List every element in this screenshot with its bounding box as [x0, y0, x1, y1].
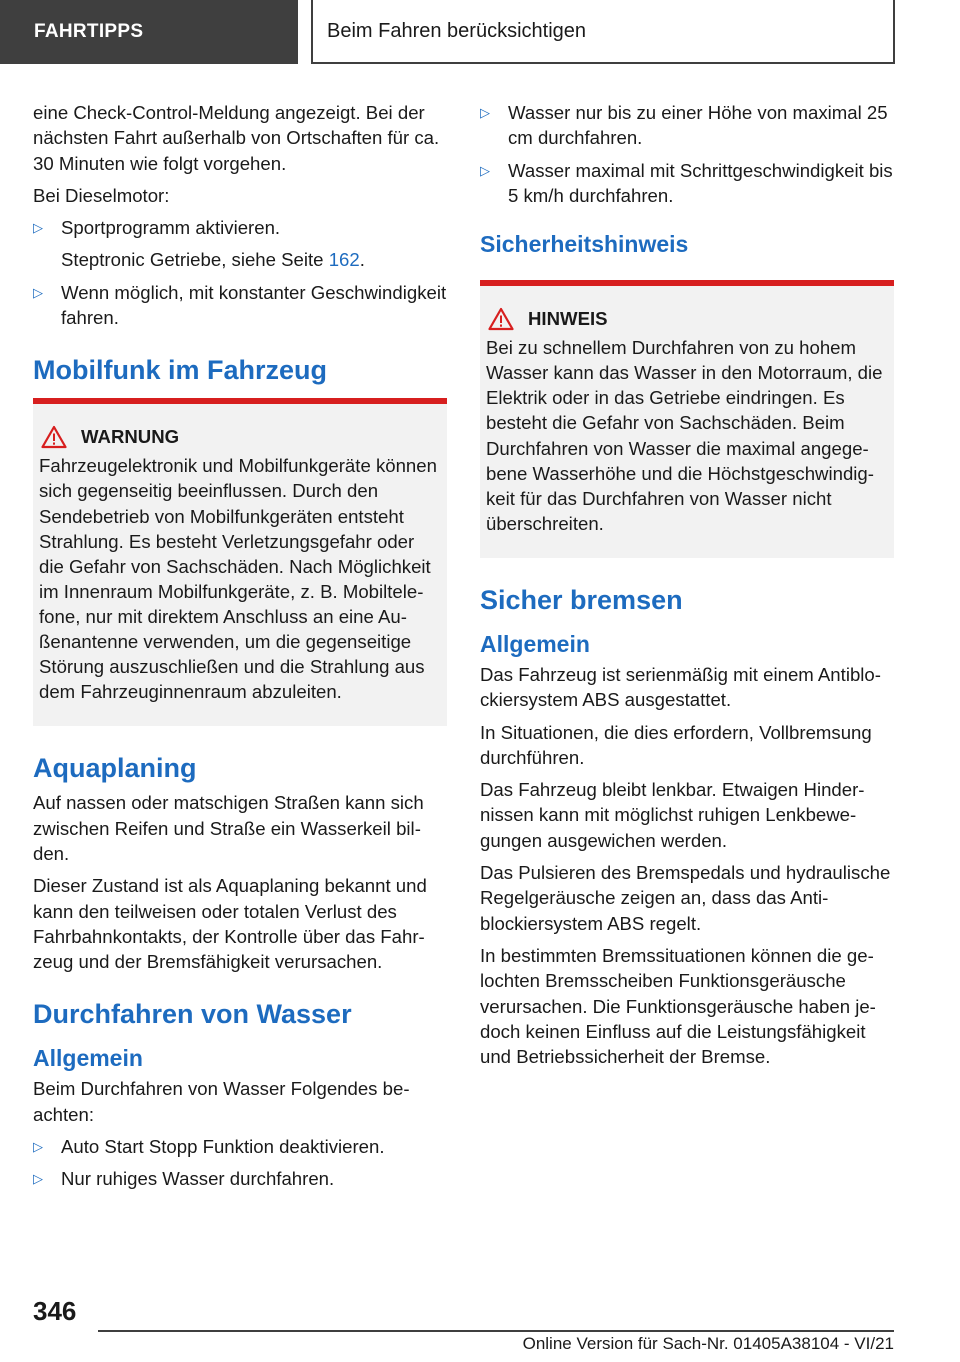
hint-text: Bei zu schnellem Durchfahren von zu hohem Wasser kann das Wasser in den Motorraum, die Elektrik oder in das Getriebe eindringen. Es besteht die Gefahr von Sachschäden. Beim Durchfahren von Wasser die maximal angegebene Wasserhöhe und die Höchstgeschwindigkeit für das Durchfahren von Wasser nicht überschreiten. — [486, 337, 883, 534]
diesel-label: Bei Dieselmotor: — [33, 184, 170, 206]
triangle-bullet-icon: ▷ — [33, 220, 43, 236]
hint-label: HINWEIS — [528, 308, 608, 330]
diesel-list-2 — [33, 280, 447, 331]
triangle-bullet-icon: ▷ — [480, 162, 490, 178]
footer-divider — [98, 1330, 894, 1332]
intro-paragraph: eine Check-Control-Meldung angezeigt. Bei der nächsten Fahrt außerhalb von Ortschaften für ca. 30 Minuten wie folgt vorgehen. — [33, 102, 440, 174]
warning-triangle-icon — [488, 307, 528, 331]
water-list-continued — [480, 100, 894, 208]
warning-box — [33, 398, 447, 726]
list-item: ▷ Wasser maximal mit Schrittgeschwindigkeit bis 5 km/h durchfahren. — [480, 159, 893, 206]
triangle-bullet-icon: ▷ — [33, 1138, 43, 1154]
triangle-bullet-icon: ▷ — [33, 1171, 43, 1187]
warning-label: WARNUNG — [81, 426, 180, 448]
water-list — [33, 1134, 447, 1192]
right-column — [480, 100, 894, 1076]
triangle-bullet-icon: ▷ — [480, 105, 490, 120]
list-item: ▷ Wasser nur bis zu einer Höhe von maximal 25 cm durchfahren. — [480, 102, 888, 149]
water-heading: Durchfahren von Wasser — [33, 999, 352, 1030]
brake-subheading: Allgemein — [480, 630, 590, 657]
page-link[interactable]: 162 — [328, 249, 360, 271]
list-item: ▷ Auto Start Stopp Funktion deaktivieren. — [33, 1134, 447, 1159]
brake-paragraph-4: Das Pulsieren des Bremspedals und hydraulische Regelgeräusche zeigen an, dass das Antiblockiersystem ABS regelt. — [480, 862, 891, 934]
list-item: ▷ Nur ruhiges Wasser durchfahren. — [33, 1166, 447, 1191]
safety-heading: Sicherheitshinweis — [480, 231, 689, 258]
page-header — [0, 0, 960, 66]
brake-paragraph-2: In Situationen, die dies erfordern, Vollbremsung durchführen. — [480, 721, 872, 768]
page-number: 346 — [33, 1296, 77, 1326]
left-column — [33, 100, 447, 1199]
chapter-title: Beim Fahren berücksichtigen — [311, 0, 895, 64]
section-label: FAHRTIPPS — [0, 0, 298, 64]
aquaplaning-heading: Aquaplaning — [33, 753, 197, 784]
warning-text: Fahrzeugelektronik und Mobilfunkgeräte können sich gegenseitig beeinflussen. Durch den Sendebetrieb von Mobilfunkgeräten entsteht Strahlung. Es besteht Verletzungsgefahr oder die Gefahr von Sachschäden. Nach Möglichkeit im Innenraum Mobilfunkgeräte, z. B. Mobiltelefone, nur mit direktem Anschluss an eine Außenantenne verwenden, um die gegenseitige Störung auszuschließen und die Strahlung aus dem Fahrzeuginnenraum abzuleiten. — [39, 455, 437, 703]
hint-box — [480, 280, 894, 558]
mobilfunk-heading: Mobilfunk im Fahrzeug — [33, 355, 327, 386]
water-intro: Beim Durchfahren von Wasser Folgendes beachten: — [33, 1078, 410, 1125]
brake-paragraph-3: Das Fahrzeug bleibt lenkbar. Etwaigen Hindernissen kann mit möglichst ruhigen Lenkbewegungen ausgewichen werden. — [480, 779, 865, 851]
triangle-bullet-icon: ▷ — [33, 284, 43, 300]
list-item: ▷ Sportprogramm aktivieren. — [33, 215, 447, 240]
steptronic-ref: Steptronic Getriebe, siehe Seite 162. — [61, 249, 365, 271]
footer-version: Online Version für Sach-Nr. 01405A38104 - VI/21 — [522, 1334, 894, 1353]
warning-triangle-icon — [41, 425, 81, 449]
brake-heading: Sicher bremsen — [480, 584, 683, 615]
brake-paragraph-1: Das Fahrzeug ist serienmäßig mit einem Antiblockiersystem ABS ausgestattet. — [480, 663, 881, 711]
aquaplaning-paragraph-1: Auf nassen oder matschigen Straßen kann sich zwischen Reifen und Straße ein Wasserkeil bilden. — [33, 792, 424, 864]
list-item: ▷ Wenn möglich, mit konstanter Geschwindigkeit fahren. — [33, 281, 447, 329]
diesel-list — [33, 215, 447, 240]
water-subheading: Allgemein — [33, 1045, 143, 1072]
aquaplaning-paragraph-2: Dieser Zustand ist als Aquaplaning bekannt und kann den teilweisen oder totalen Verlust des Fahrbahnkontakts, der Kontrolle über das Fahrzeug und der Bremsfähigkeit verursachen. — [33, 875, 427, 973]
brake-paragraph-5: In bestimmten Bremssituationen können die gelochten Bremsscheiben Funktionsgeräusche verursachen. Die Funktionsgeräusche haben jedoch keinen Einfluss auf die Leistungsfähigkeit und Betriebssicherheit der Bremse. — [480, 944, 876, 1068]
